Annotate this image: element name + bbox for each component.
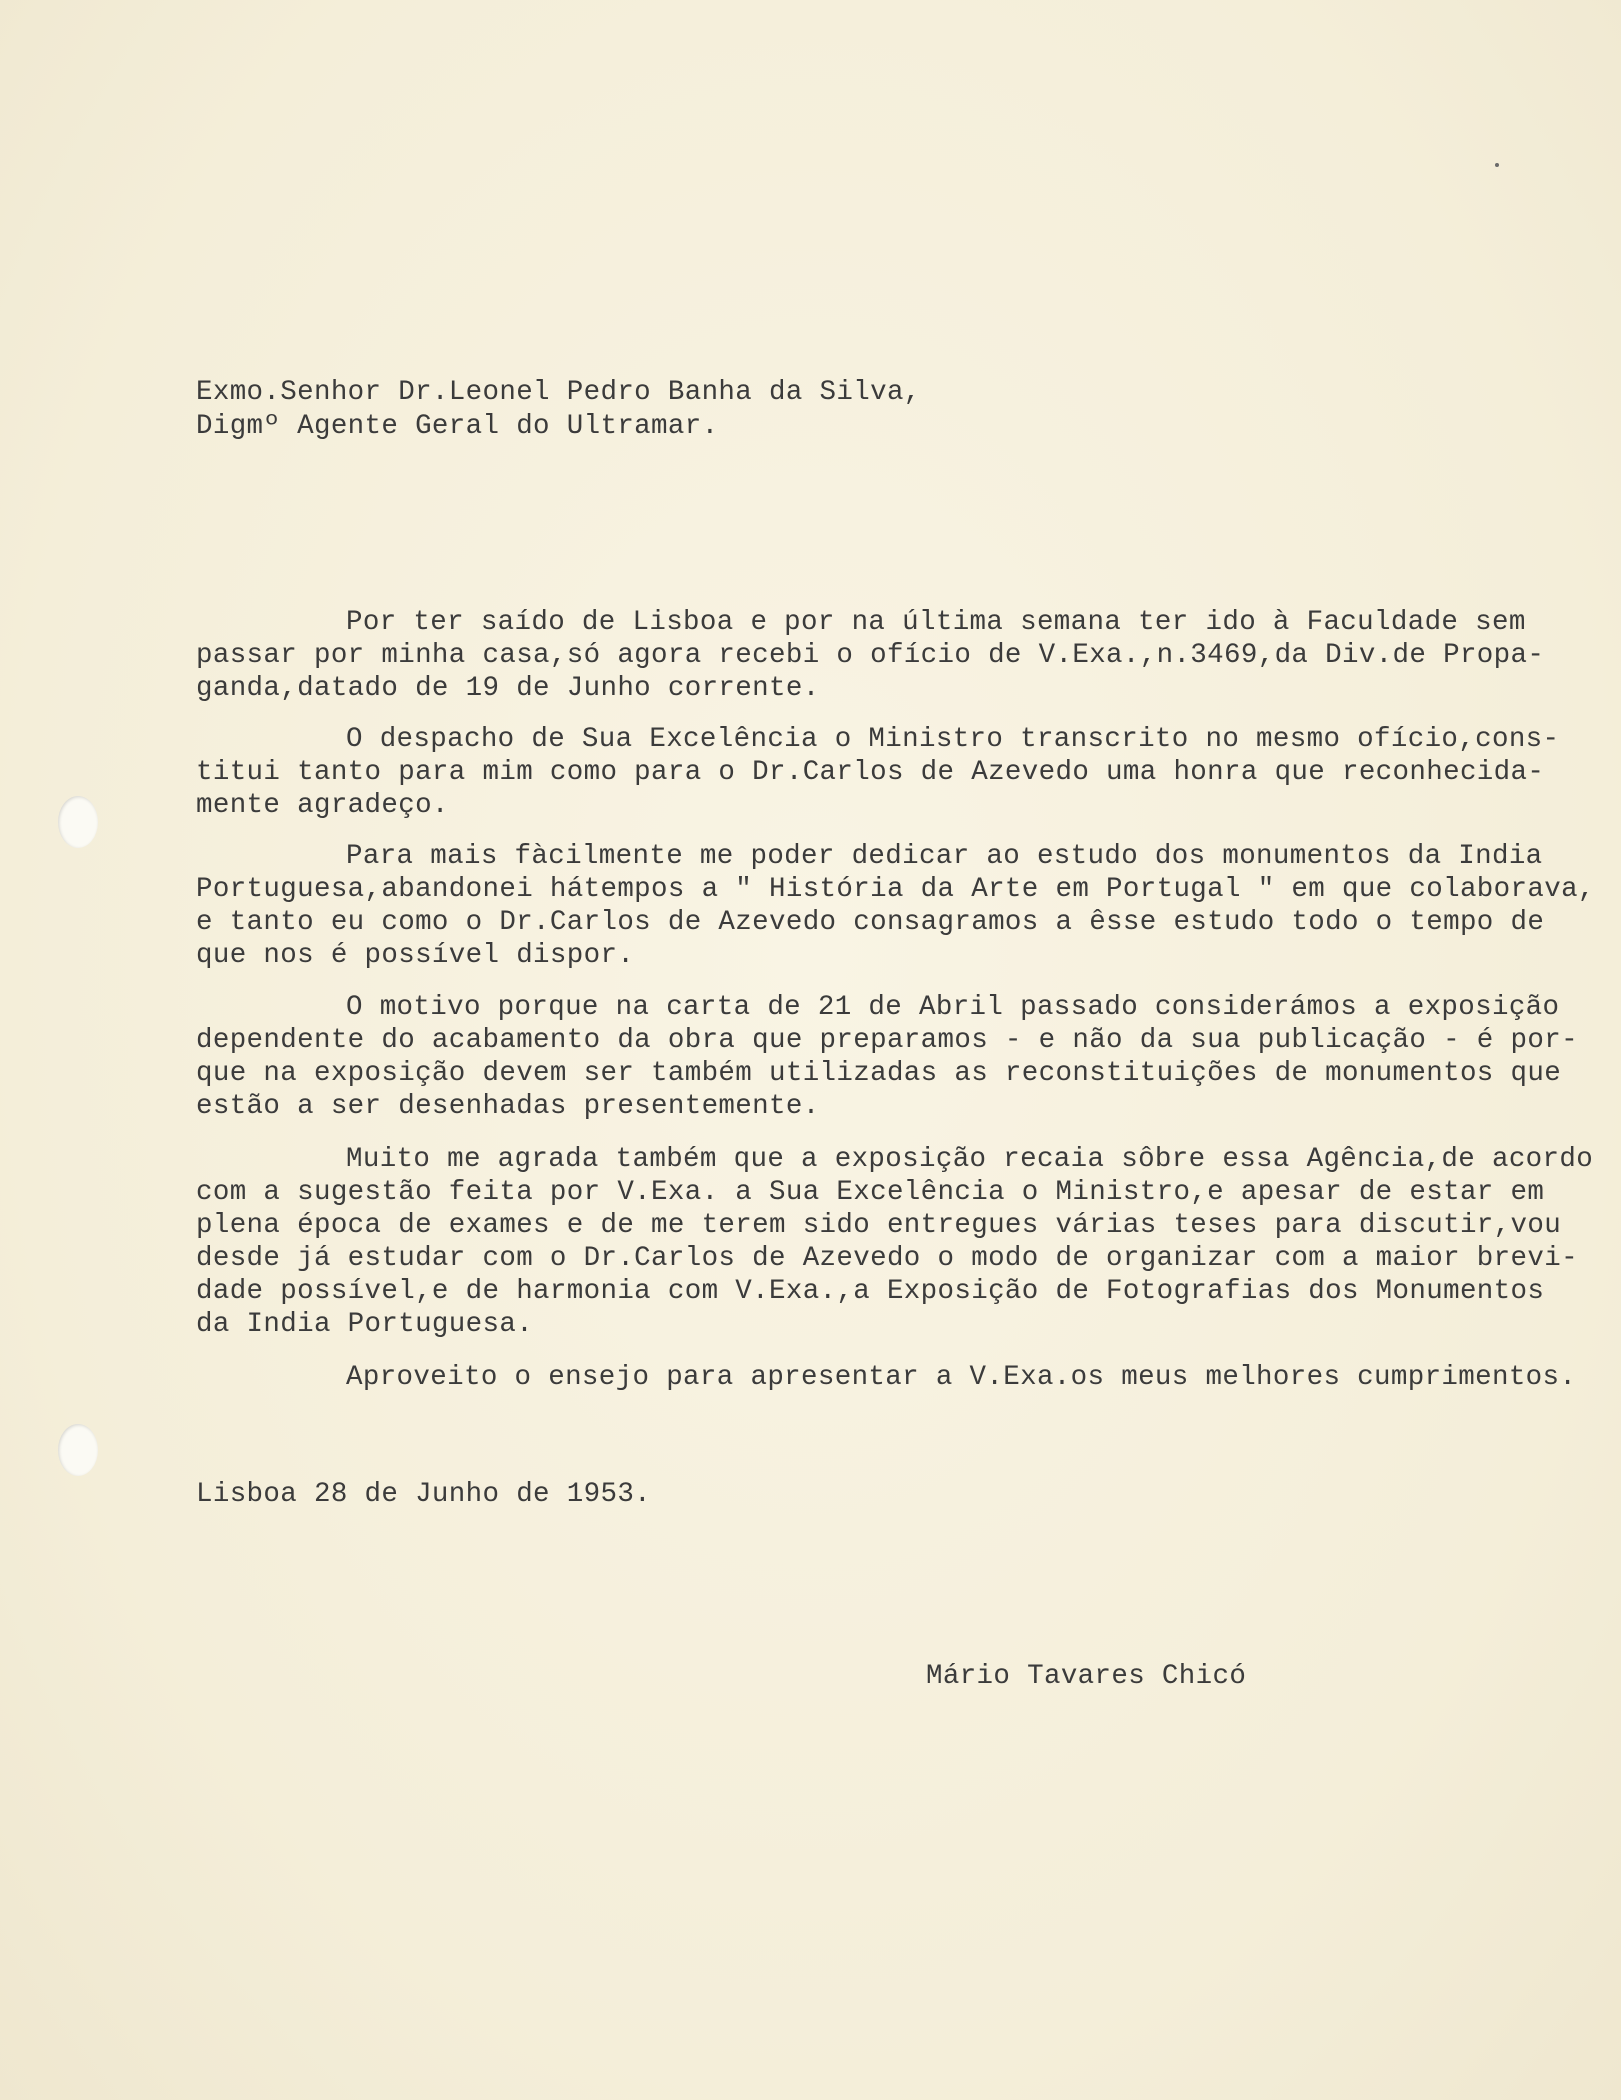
paragraph-4 [196, 991, 1576, 1123]
paragraph-line: Aproveito o ensejo para apresentar a V.Exa.os meus melhores cumprimentos. [346, 1362, 1577, 1393]
paragraph-3 [196, 840, 1595, 972]
paragraph-line: estão a ser desenhadas presentemente. [196, 1091, 820, 1122]
paragraph-line: passar por minha casa,só agora recebi o ofício de V.Exa.,n.3469,da Div.de Propa- [196, 640, 1545, 671]
ink-speck [1495, 163, 1499, 167]
addressee-line-2: Digmº Agente Geral do Ultramar. [196, 411, 719, 442]
paragraph-line: da India Portuguesa. [196, 1309, 534, 1340]
paragraph-line: O motivo porque na carta de 21 de Abril passado considerámos a exposição [346, 992, 1560, 1023]
punch-hole [58, 1424, 98, 1476]
paragraph-line: Por ter saído de Lisboa e por na última semana ter ido à Faculdade sem [346, 607, 1526, 638]
date-line: Lisboa 28 de Junho de 1953. [196, 1479, 652, 1510]
paragraph-line: com a sugestão feita por V.Exa. a Sua Excelência o Ministro,e apesar de estar em [196, 1177, 1545, 1208]
paragraph-line: plena época de exames e de me terem sido entregues várias teses para discutir,vou [196, 1210, 1562, 1241]
paragraph-line: e tanto eu como o Dr.Carlos de Azevedo consagramos a êsse estudo todo o tempo de [196, 907, 1545, 938]
paragraph-line: Portuguesa,abandonei hátempos a " História da Arte em Portugal " em que colaborava, [196, 874, 1595, 905]
paragraph-line: dade possível,e de harmonia com V.Exa.,a Exposição de Fotografias dos Monumentos [196, 1276, 1545, 1307]
paragraph-6 [196, 1361, 1576, 1394]
paragraph-2 [196, 723, 1576, 822]
paragraph-line: que nos é possível dispor. [196, 940, 635, 971]
addressee-line-1: Exmo.Senhor Dr.Leonel Pedro Banha da Silva, [196, 377, 921, 408]
paragraph-line: titui tanto para mim como para o Dr.Carlos de Azevedo uma honra que reconhecida- [196, 757, 1545, 788]
signature: Mário Tavares Chicó [926, 1661, 1247, 1692]
paragraph-line: Muito me agrada também que a exposição recaia sôbre essa Agência,de acordo [346, 1144, 1594, 1175]
paragraph-5 [196, 1143, 1594, 1341]
paragraph-line: mente agradeço. [196, 790, 449, 821]
paragraph-line: dependente do acabamento da obra que preparamos - e não da sua publicação - é por- [196, 1025, 1578, 1056]
paragraph-1 [196, 606, 1576, 705]
paragraph-line: Para mais fàcilmente me poder dedicar ao estudo dos monumentos da India [346, 841, 1543, 872]
paragraph-line: ganda,datado de 19 de Junho corrente. [196, 673, 820, 704]
paragraph-line: desde já estudar com o Dr.Carlos de Azevedo o modo de organizar com a maior brevi- [196, 1243, 1578, 1274]
punch-hole [58, 796, 98, 848]
paragraph-line: O despacho de Sua Excelência o Ministro transcrito no mesmo ofício,cons- [346, 724, 1560, 755]
paragraph-line: que na exposição devem ser também utilizadas as reconstituições de monumentos que [196, 1058, 1562, 1089]
